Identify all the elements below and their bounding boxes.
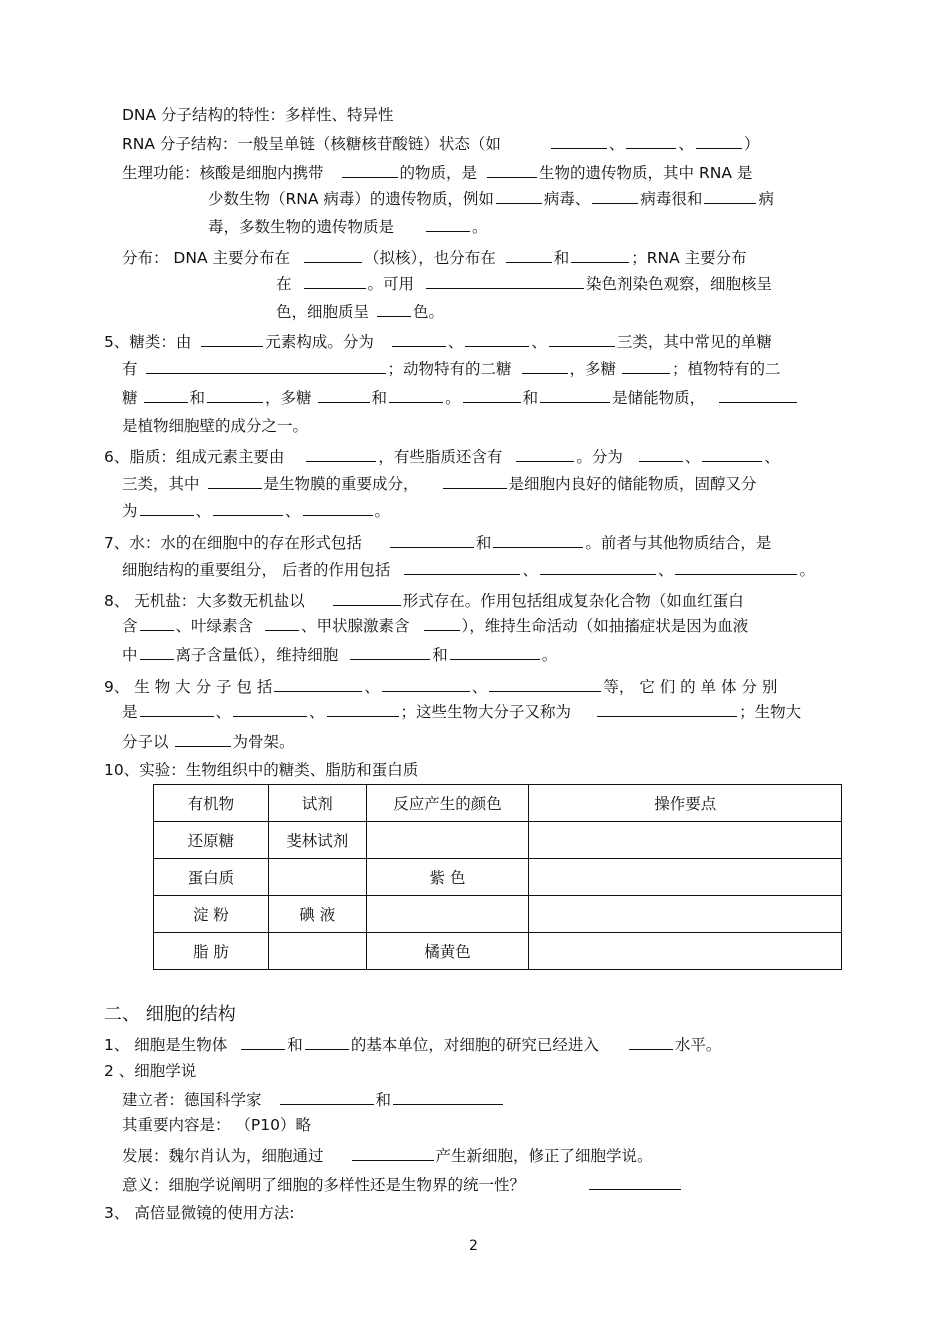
blank[interactable] [465,331,529,347]
blank[interactable] [622,358,670,374]
blank[interactable] [493,532,583,548]
distribution-line-1 [122,247,747,268]
text: 8、 无机盐：大多数无机盐以 [104,592,305,610]
page-number: 2 [469,1238,478,1254]
text: 的基本单位，对细胞的研究已经进入 [350,1036,599,1054]
text: 、 [471,678,488,696]
text: 的物质，是 [399,164,478,182]
text: 细胞结构的重要组分， 后者的作用包括 [122,561,391,579]
table-cell: 还原糖 [154,822,269,859]
function-line-1 [122,162,752,183]
text: 2 、细胞学说 [104,1062,197,1080]
text: 、 [195,502,212,520]
text: 是储能物质， [612,389,706,407]
text: RNA 分子结构：一般呈单链（核糖核苷酸链）状态（如 [122,135,501,153]
section-2-title: 二、 细胞的结构 [104,1004,236,1025]
text: 色。 [413,303,445,321]
q5-line-1 [104,331,772,352]
text: 离子含量低），维持细胞 [175,646,339,664]
text: 和 [375,1091,392,1109]
table-cell[interactable] [268,933,366,970]
blank[interactable] [589,1174,681,1190]
blank[interactable] [140,701,214,717]
text: 、叶绿素含 [175,617,254,635]
blank[interactable] [146,358,386,374]
blank[interactable] [516,446,574,462]
blank[interactable] [389,387,443,403]
blank[interactable] [280,1089,374,1105]
s2-q2-founders [122,1089,505,1110]
table-cell: 淀 粉 [154,896,269,933]
text: 其重要内容是： （P10）略 [122,1116,311,1134]
text: 9、 生 物 大 分 子 包 括 [104,678,273,696]
blank[interactable] [327,701,399,717]
text: 少数生物（RNA 病毒）的遗传物质，例如 [208,190,494,208]
table-cell: 斐林试剂 [268,822,366,859]
q5-line-3 [122,387,799,408]
text: 分子以 [122,733,169,751]
blank[interactable] [382,676,470,692]
blank[interactable] [393,1089,503,1105]
blank[interactable] [571,247,629,263]
blank[interactable] [675,559,797,575]
blank[interactable] [201,331,263,347]
text: 和 [287,1036,303,1054]
text: （拟核），也分布在 [364,249,496,267]
text: ；植物特有的二 [672,360,781,378]
text: 中 [122,646,138,664]
text: 在 [276,275,292,293]
text: 10、实验：生物组织中的糖类、脂肪和蛋白质 [104,761,419,779]
text: 、甲状腺激素含 [301,617,410,635]
s2-q2-content [122,1115,311,1135]
q9-line-3 [122,731,295,752]
text: ；这些生物大分子又称为 [400,703,572,721]
text: 病毒很和 [640,190,703,208]
text: 生理功能：核酸是细胞内携带 [122,164,324,182]
text: 病毒、 [543,190,591,208]
text: 和 [553,249,570,267]
text: DNA 分子结构的特性：多样性、特异性 [122,106,394,124]
text: ，多糖 [265,389,312,407]
text: ，多糖 [569,360,617,378]
blank[interactable] [140,644,174,660]
q7-line-2 [122,559,815,580]
text: 。前者与其他物质结合，是 [585,534,772,552]
header-cell: 有机物 [154,785,269,822]
text: 。 [445,389,461,407]
text: 、 [364,678,380,696]
q8-line-3 [122,644,557,665]
text: ，有些脂质还含有 [378,448,503,466]
blank[interactable] [352,1145,434,1161]
blank[interactable] [175,731,231,747]
blank[interactable] [592,188,638,204]
q9-line-2 [122,701,801,722]
blank[interactable] [549,331,615,347]
text: 和 [189,389,206,407]
blank[interactable] [144,387,188,403]
blank[interactable] [496,188,542,204]
q6-line-1 [104,446,780,467]
q5-line-2 [122,358,781,379]
blank[interactable] [540,387,610,403]
table-cell[interactable] [529,896,842,933]
text: 产生新细胞，修正了细胞学说。 [435,1147,653,1165]
blank[interactable] [404,559,520,575]
text: 、 [684,448,701,466]
text: 、 [309,703,325,721]
text: 水平。 [674,1036,722,1054]
blank[interactable] [597,701,737,717]
q9-line-1 [104,676,777,697]
blank[interactable] [443,473,507,489]
blank[interactable] [522,358,568,374]
table-cell[interactable] [366,822,529,859]
text: 、 [531,333,547,351]
text: 、 [215,703,232,721]
text: 、 [764,448,780,466]
q8-line-2 [122,615,748,636]
text: 6、脂质：组成元素主要由 [104,448,285,466]
text: 3、 高倍显微镜的使用方法: [104,1204,295,1222]
text: 是 [122,703,138,721]
blank[interactable] [639,446,683,462]
blank[interactable] [424,615,460,631]
header-cell: 操作要点 [529,785,842,822]
blank[interactable] [208,473,262,489]
table-cell: 碘 液 [268,896,366,933]
blank[interactable] [426,216,470,232]
q6-line-3 [122,500,390,521]
dna-property-line [122,105,394,125]
text: ；动物特有的二糖 [387,360,512,378]
blank[interactable] [704,188,756,204]
table-cell[interactable] [529,933,842,970]
text: ；RNA 主要分布 [631,249,747,267]
blank[interactable] [426,273,584,289]
text: 三类，其中常见的单糖 [616,333,772,351]
text: 和 [475,534,492,552]
text: 三类，其中 [122,475,200,493]
blank[interactable] [626,133,676,149]
table-row [154,933,842,970]
table-cell: 蛋白质 [154,859,269,896]
s2-q2-development [122,1145,653,1166]
table-header-row [154,785,842,822]
blank[interactable] [333,590,401,606]
text: 有 [122,360,138,378]
header-cell: 反应产生的颜色 [366,785,529,822]
table-cell[interactable] [529,859,842,896]
text: 元素构成。分为 [265,333,374,351]
s2-q2 [104,1061,196,1081]
text: 为骨架。 [232,733,295,751]
header-cell: 试剂 [268,785,366,822]
blank[interactable] [305,1034,349,1050]
table-cell: 紫 色 [366,859,529,896]
table-cell[interactable] [268,859,366,896]
blank[interactable] [350,644,430,660]
text: 。分为 [576,448,623,466]
text: 。 [541,646,558,664]
function-line-3 [208,216,488,237]
text: 染色剂染色观察，细胞核呈 [586,275,773,293]
blank[interactable] [629,1034,673,1050]
blank[interactable] [241,1034,285,1050]
text: 和 [371,389,388,407]
table-cell: 脂 肪 [154,933,269,970]
text: 是植物细胞壁的成分之一。 [122,417,309,435]
blank[interactable] [140,500,194,516]
blank[interactable] [551,133,607,149]
text: 、 [657,561,674,579]
blank[interactable] [487,162,537,178]
text: 、 [678,135,694,153]
text: 分布： DNA 主要分布在 [122,249,290,267]
text: 为 [122,502,138,520]
blank[interactable] [265,615,299,631]
blank[interactable] [274,676,362,692]
text: 、 [285,502,301,520]
text: 。 [374,502,391,520]
text: 生物的遗传物质，其中 RNA 是 [539,164,753,182]
blank[interactable] [377,301,411,317]
q10-title [104,760,418,780]
table-cell[interactable] [366,896,529,933]
q8-line-1 [104,590,744,611]
blank[interactable] [450,644,540,660]
text: 、 [522,561,538,579]
text: 毒，多数生物的遗传物质是 [208,218,395,236]
experiment-table [153,784,842,970]
text: 色，细胞质呈 [276,303,370,321]
blank[interactable] [306,446,376,462]
text: 是生物膜的重要成分， [263,475,419,493]
text: ；生物大 [739,703,802,721]
text: 和 [432,646,448,664]
blank[interactable] [342,162,398,178]
blank[interactable] [140,615,174,631]
q6-line-2 [122,473,757,494]
blank[interactable] [506,247,552,263]
text: 含 [122,617,138,635]
blank[interactable] [540,559,656,575]
blank[interactable] [207,387,263,403]
text: 。可用 [367,275,415,293]
blank[interactable] [233,701,307,717]
table-cell[interactable] [529,822,842,859]
blank[interactable] [318,387,370,403]
text: 意义：细胞学说阐明了细胞的多样性还是生物界的统一性？ [122,1176,526,1194]
table-cell: 橘黄色 [366,933,529,970]
blank[interactable] [304,273,366,289]
q7-line-1 [104,532,771,553]
blank[interactable] [719,387,797,403]
text: 、 [447,333,464,351]
text: 、 [608,135,625,153]
table-row [154,822,842,859]
blank[interactable] [489,676,601,692]
blank[interactable] [696,133,742,149]
rna-structure-line [122,133,759,154]
blank[interactable] [304,247,362,263]
q5-line-4 [122,416,308,436]
text: ），维持生命活动（如抽搐症状是因为血液 [461,617,749,635]
blank[interactable] [390,532,474,548]
text: 形式存在。作用包括组成复杂化合物（如血红蛋白 [402,592,744,610]
text: 7、水：水的在细胞中的存在形式包括 [104,534,362,552]
blank[interactable] [702,446,762,462]
s2-q2-meaning [122,1174,683,1195]
function-line-2 [208,188,774,209]
text: 5、糖类：由 [104,333,192,351]
text: 。 [799,561,815,579]
text: 糖 [122,389,138,407]
text: 是细胞内良好的储能物质，固醇又分 [508,475,757,493]
table-row [154,896,842,933]
text: 。 [472,218,488,236]
blank[interactable] [213,500,283,516]
text: 和 [522,389,539,407]
text: 1、 细胞是生物体 [104,1036,228,1054]
text: 病 [758,190,774,208]
blank[interactable] [392,331,446,347]
blank[interactable] [303,500,373,516]
text: 建立者：德国科学家 [122,1091,262,1109]
text: ） [743,135,760,153]
distribution-line-3 [276,301,444,322]
blank[interactable] [463,387,521,403]
text: 发展：魏尔肖认为，细胞通过 [122,1147,324,1165]
text: 等， 它 们 的 单 体 分 别 [603,678,778,696]
distribution-line-2 [276,273,772,294]
s2-q3 [104,1203,295,1223]
s2-q1 [104,1034,721,1055]
table-row [154,859,842,896]
